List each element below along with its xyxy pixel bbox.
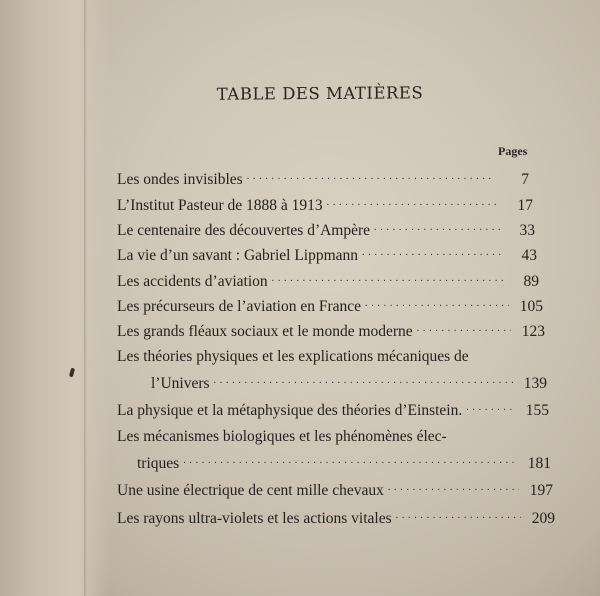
toc-entry xyxy=(117,272,539,291)
toc-entry xyxy=(151,374,547,393)
dot-leader xyxy=(374,221,501,235)
toc-entry-title: Les ondes invisibles xyxy=(117,171,243,188)
toc-entry-page: 17 xyxy=(517,197,533,214)
toc-entry-page: 139 xyxy=(523,375,547,392)
toc-entry xyxy=(117,322,545,341)
toc-entry-page: 123 xyxy=(521,323,545,340)
pages-column-label: Pages xyxy=(498,144,528,158)
toc-entry xyxy=(117,401,549,420)
toc-entry xyxy=(117,196,533,215)
toc-entry xyxy=(117,509,555,528)
toc-entry-title: La vie d’un savant : Gabriel Lippmann xyxy=(117,247,359,264)
toc-entry-title: Le centenaire des découvertes d’Ampère xyxy=(117,222,371,239)
dot-leader xyxy=(417,322,511,336)
toc-entry-page: 89 xyxy=(523,273,539,290)
toc-entry-title: La physique et la métaphysique des théories d’Einstein. xyxy=(117,402,463,419)
toc-entry-title-line1: Les théories physiques et les explications mécaniques de xyxy=(117,348,469,365)
toc-entry xyxy=(117,221,535,240)
toc-entry xyxy=(137,454,551,473)
page-title: TABLE DES MATIÈRES xyxy=(216,83,424,104)
toc-entry-page: 209 xyxy=(531,510,555,527)
toc-entry xyxy=(117,297,543,316)
toc-entry xyxy=(117,170,529,189)
dot-leader xyxy=(396,509,521,523)
toc-entry-page: 7 xyxy=(521,171,529,188)
toc-entry xyxy=(117,481,553,500)
toc-entry-title-line2: triques xyxy=(137,455,180,472)
toc-entry-page: 155 xyxy=(525,402,549,419)
toc-entry-title-line1: Les mécanismes biologiques et les phénomènes élec- xyxy=(117,428,447,445)
dot-leader xyxy=(214,374,513,388)
dot-leader xyxy=(183,454,517,468)
toc-entry-title: L’Institut Pasteur de 1888 à 1913 xyxy=(117,197,323,214)
toc-entry-page: 105 xyxy=(519,298,543,315)
toc-entry-title: Les accidents d’aviation xyxy=(117,273,268,290)
toc-entry-title: Une usine électrique de cent mille chevaux xyxy=(117,482,384,499)
dot-leader xyxy=(365,297,509,311)
toc-entry xyxy=(117,246,537,265)
toc-entry-page: 197 xyxy=(529,482,553,499)
toc-entry-page: 43 xyxy=(521,247,537,264)
toc-entry-title: Les rayons ultra-violets et les actions vitales xyxy=(117,510,392,527)
dot-leader xyxy=(327,196,499,210)
toc-entry-title: Les grands fléaux sociaux et le monde moderne xyxy=(117,323,413,340)
toc-entry-title-line2: l’Univers xyxy=(151,375,210,392)
toc-entry-title: Les précurseurs de l’aviation en France xyxy=(117,298,362,315)
page-gutter xyxy=(0,0,110,596)
dot-leader xyxy=(466,401,515,415)
dot-leader xyxy=(362,246,503,260)
page-fold-shadow xyxy=(84,0,87,596)
toc-entry-page: 181 xyxy=(527,455,551,472)
dot-leader xyxy=(272,272,505,286)
toc-entry-page: 33 xyxy=(519,222,535,239)
dot-leader xyxy=(388,481,519,495)
dot-leader xyxy=(247,170,495,184)
